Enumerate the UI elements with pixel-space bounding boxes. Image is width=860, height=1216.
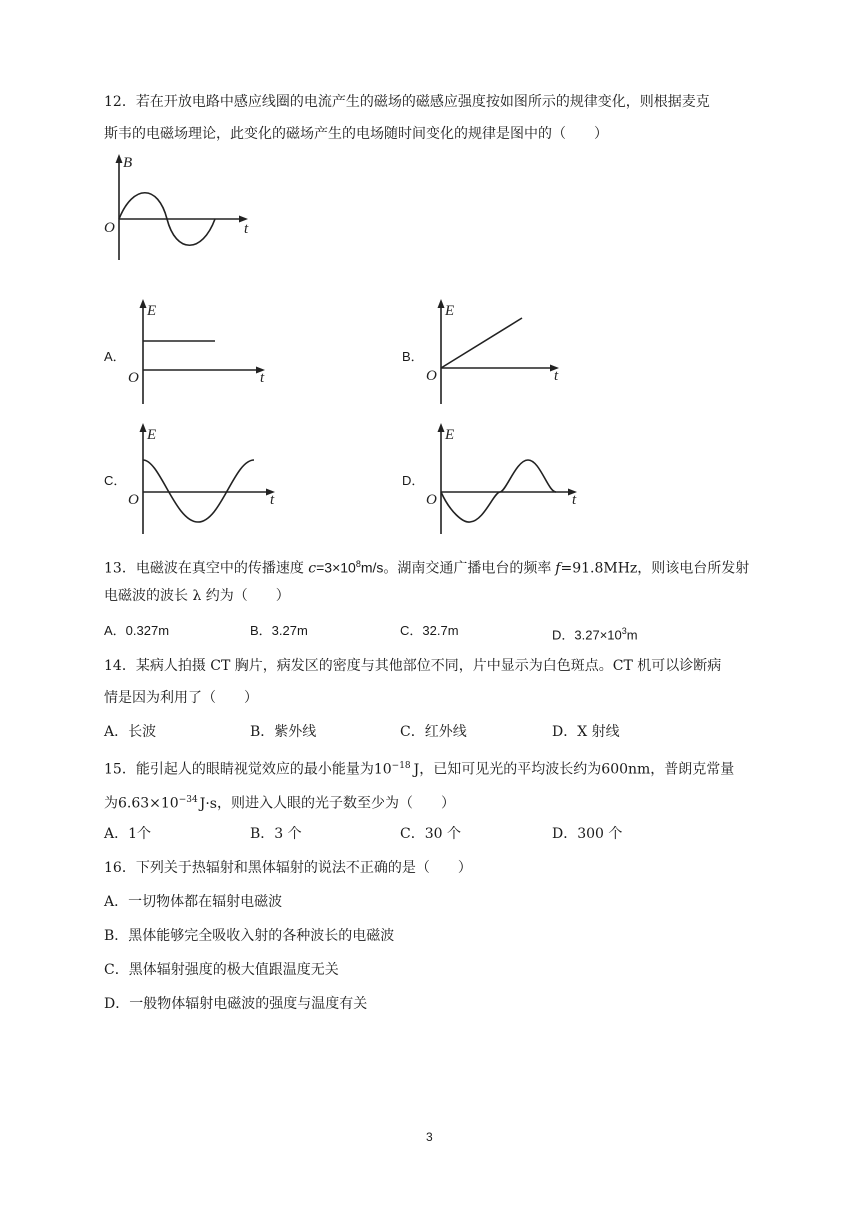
origin-label: O [426,492,437,508]
q13-option-a[interactable]: A．0.327m [104,623,170,638]
q12-stem-line1: 12．若在开放电路中感应线圈的电流产生的磁场的磁感应强度按如图所示的规律变化，则根据麦克 [104,94,710,110]
q12-option-b-graph[interactable] [418,296,578,406]
q15-option-b[interactable]: B．3 个 [250,826,302,842]
q16-option-c[interactable]: C．黑体辐射强度的极大值跟温度无关 [104,962,339,978]
origin-label: O [104,220,115,236]
q15-option-c[interactable]: C．30 个 [400,826,461,842]
q13-option-b[interactable]: B．3.27m [250,623,308,638]
q14-option-b[interactable]: B．紫外线 [250,724,317,740]
t-axis-label: t [572,492,577,508]
page-number: 3 [426,1130,433,1144]
q16-option-b[interactable]: B．黑体能够完全吸收入射的各种波长的电磁波 [104,928,395,944]
q15-option-d[interactable]: D．300 个 [552,826,623,842]
cosine-curve [143,460,254,522]
e-axis-label: E [445,427,455,443]
q12-stem-line2: 斯韦的电磁场理论，此变化的磁场产生的电场随时间变化的规律是图中的（ ） [104,126,608,142]
q14-stem-line2: 情是因为利用了（ ） [104,690,258,706]
q12-option-b-label[interactable]: B． [402,349,424,364]
q15-stem-line2: 为$6.63\times 10^{-34}$ J·s，则进入人眼的光子数至少为（ ） [104,795,455,812]
origin-label: O [128,492,139,508]
q14-option-c[interactable]: C．红外线 [400,724,467,740]
q15-option-a[interactable]: A．1个 [104,826,152,842]
q13-stem-line1: 13．电磁波在真空中的传播速度 $c=3\times 10^8m/s$。湖南交通广播电台的频率 f=91.8MHz，则该电台所发射 [104,559,750,577]
q12-option-c-graph[interactable] [120,420,290,536]
rising-line [441,318,522,368]
e-axis-label: E [445,303,455,319]
q12-option-d-graph[interactable] [418,420,588,536]
q12-option-a-label[interactable]: A． [104,349,126,364]
q14-option-a[interactable]: A．长波 [104,724,157,740]
q12-option-d-label[interactable]: D． [402,473,425,488]
origin-label: O [128,370,139,386]
q12-option-c-label[interactable]: C． [104,473,127,488]
t-axis-label: t [270,492,275,508]
t-axis-label: t [554,368,559,384]
negative-sine-curve [441,460,556,522]
q16-stem: 16．下列关于热辐射和黑体辐射的说法不正确的是（ ） [104,860,472,876]
q12-main-graph [96,152,266,262]
q14-stem-line1: 14．某病人拍摄 CT 胸片，病发区的密度与其他部位不同，片中显示为白色斑点。CT 机可以诊断病 [104,658,722,674]
q15-stem-line1: 15．能引起人的眼睛视觉效应的最小能量为$10^{-18}$ J，已知可见光的平均波长约为600nm，普朗克常量 [104,761,735,778]
b-axis-label: B [123,155,133,171]
t-axis-label: t [244,221,249,237]
q12-option-a-graph[interactable] [120,296,280,406]
e-axis-label: E [147,427,157,443]
origin-label: O [426,368,437,384]
t-axis-label: t [260,370,265,386]
y-axis-arrow [116,154,123,163]
q13-option-d[interactable]: D．$3.27\times 10^3m$ [552,626,638,643]
q13-option-c[interactable]: C．32.7m [400,623,459,638]
q13-stem-line2: 电磁波的波长 λ 约为（ ） [104,588,290,604]
q16-option-d[interactable]: D．一般物体辐射电磁波的强度与温度有关 [104,996,368,1012]
q16-option-a[interactable]: A．一切物体都在辐射电磁波 [104,894,283,910]
q14-option-d[interactable]: D．X 射线 [552,724,620,740]
e-axis-label: E [147,303,157,319]
